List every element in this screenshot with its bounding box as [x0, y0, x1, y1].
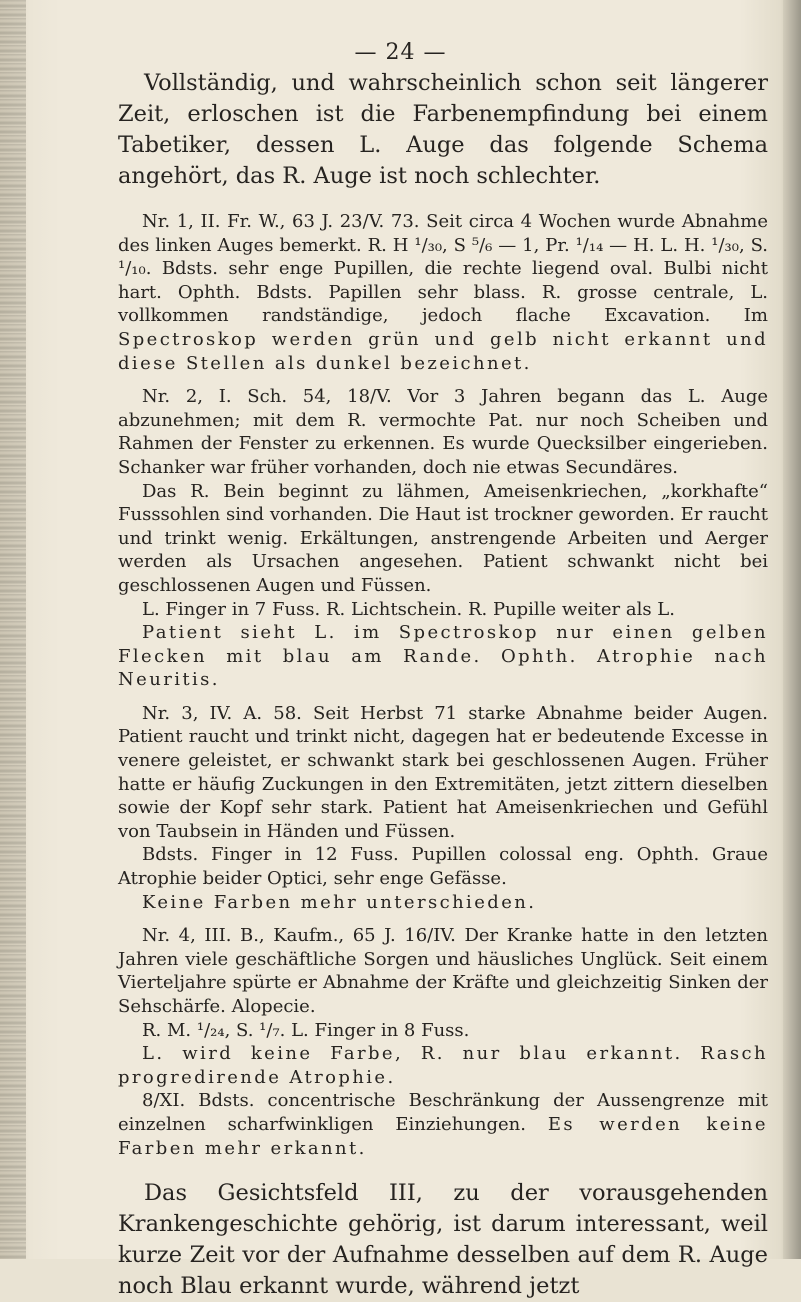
case-4-paragraph: Nr. 4, III. B., Kaufm., 65 J. 16/IV. Der Kranke hatte in den letzten Jahren viele geschäftliche Sorgen und häusliches Unglück. Seit einem Vierteljahre spürte er Abnahme der Kräfte und gleichzeitig Sinken der Sehschärfe. Alopecie. — [118, 925, 768, 1017]
page-left-edge — [0, 0, 26, 1259]
intro-paragraph: Vollständig, und wahrscheinlich schon seit längerer Zeit, erloschen ist die Farbenempfindung bei einem Tabetiker, dessen L. Auge das folgende Schema angehört, das R. Auge ist noch schlechter. — [118, 70, 768, 189]
case-2-spectroscope-paragraph: Patient sieht L. im Spectroskop nur einen gelben Flecken mit blau am Rande. Ophth. Atrophie nach Neuritis. — [118, 622, 768, 691]
case-2-paragraph: Nr. 2, I. Sch. 54, 18/V. Vor 3 Jahren begann das L. Auge abzunehmen; mit dem R. vermochte Pat. nur noch Scheiben und Rahmen der Fenster zu erkennen. Es wurde Quecksilber eingerieben. Schanker war früher vorhanden, doch nie etwas Secundäres. — [118, 386, 768, 478]
case-2-symptoms-paragraph: Das R. Bein beginnt zu lähmen, Ameisenkriechen, „korkhafte“ Fusssohlen sind vorhanden. Die Haut ist trockner geworden. Er raucht und trinkt wenig. Erkältungen, anstrengende Arbeiten und Aerger werden als Ursachen angesehen. Patient schwankt nicht bei geschlossenen Augen und Füssen. — [118, 480, 768, 596]
case-1-text: Nr. 1, II. Fr. W., 63 J. 23/V. 73. Seit circa 4 Wochen wurde Abnahme des linken Auges bemerkt. R. H ¹/₃₀, S ⁵/₆ — 1, Pr. ¹/₁₄ — H. L. H. ¹/₃₀, S. ¹/₁₀. Bdsts. sehr enge Pupillen, die rechte liegend oval. Bulbi nicht hart. Ophth. Bdsts. Papillen sehr blass. R. grosse centrale, L. vollkommen randständige, jedoch flache Excavation. Im — [118, 211, 768, 327]
case-3-findings-paragraph: Bdsts. Finger in 12 Fuss. Pupillen colossal eng. Ophth. Graue Atrophie beider Optici, sehr enge Gefässe. — [118, 844, 768, 890]
case-4-followup-text: 8/XI. Bdsts. concentrische Beschränkung der Aussengrenze mit einzelnen scharfwinkligen Einziehungen. — [118, 1090, 768, 1135]
case-1-spectroscope-text: Spectroskop werden grün und gelb nicht erkannt und diese Stellen als dunkel bezeichnet. — [118, 328, 768, 374]
case-1-paragraph — [118, 210, 768, 375]
page-body — [118, 68, 768, 1302]
page-number: — 24 — — [354, 40, 447, 65]
case-4-no-colours-text: Es werden keine Farben mehr erkannt. — [118, 1113, 768, 1159]
case-4-followup-paragraph — [118, 1089, 768, 1160]
case-4-findings-paragraph: R. M. ¹/₂₄, S. ¹/₇. L. Finger in 8 Fuss. — [142, 1019, 470, 1041]
page-right-edge — [783, 0, 801, 1259]
closing-paragraph: Das Gesichtsfeld III, zu der vorausgehenden Krankengeschichte gehörig, ist darum interessant, weil kurze Zeit vor der Aufnahme desselben auf dem R. Auge noch Blau erkannt wurde, während jetzt — [118, 1180, 768, 1300]
case-3-paragraph: Nr. 3, IV. A. 58. Seit Herbst 71 starke Abnahme beider Augen. Patient raucht und trinkt nicht, dagegen hat er bedeutende Excesse in venere geleistet, er schwankt stark bei geschlossenen Augen. Früher hatte er häufig Zuckungen in den Extremitäten, jetzt zittern dieselben sowie der Kopf sehr stark. Patient hat Ameisenkriechen und Gefühl von Taubsein in Händen und Füssen. — [118, 702, 768, 842]
case-3-colour-paragraph: Keine Farben mehr unterschieden. — [142, 891, 537, 913]
case-4-colour-paragraph: L. wird keine Farbe, R. nur blau erkannt. Rasch progredirende Atrophie. — [118, 1043, 768, 1088]
case-2-findings-paragraph: L. Finger in 7 Fuss. R. Lichtschein. R. Pupille weiter als L. — [142, 598, 675, 620]
